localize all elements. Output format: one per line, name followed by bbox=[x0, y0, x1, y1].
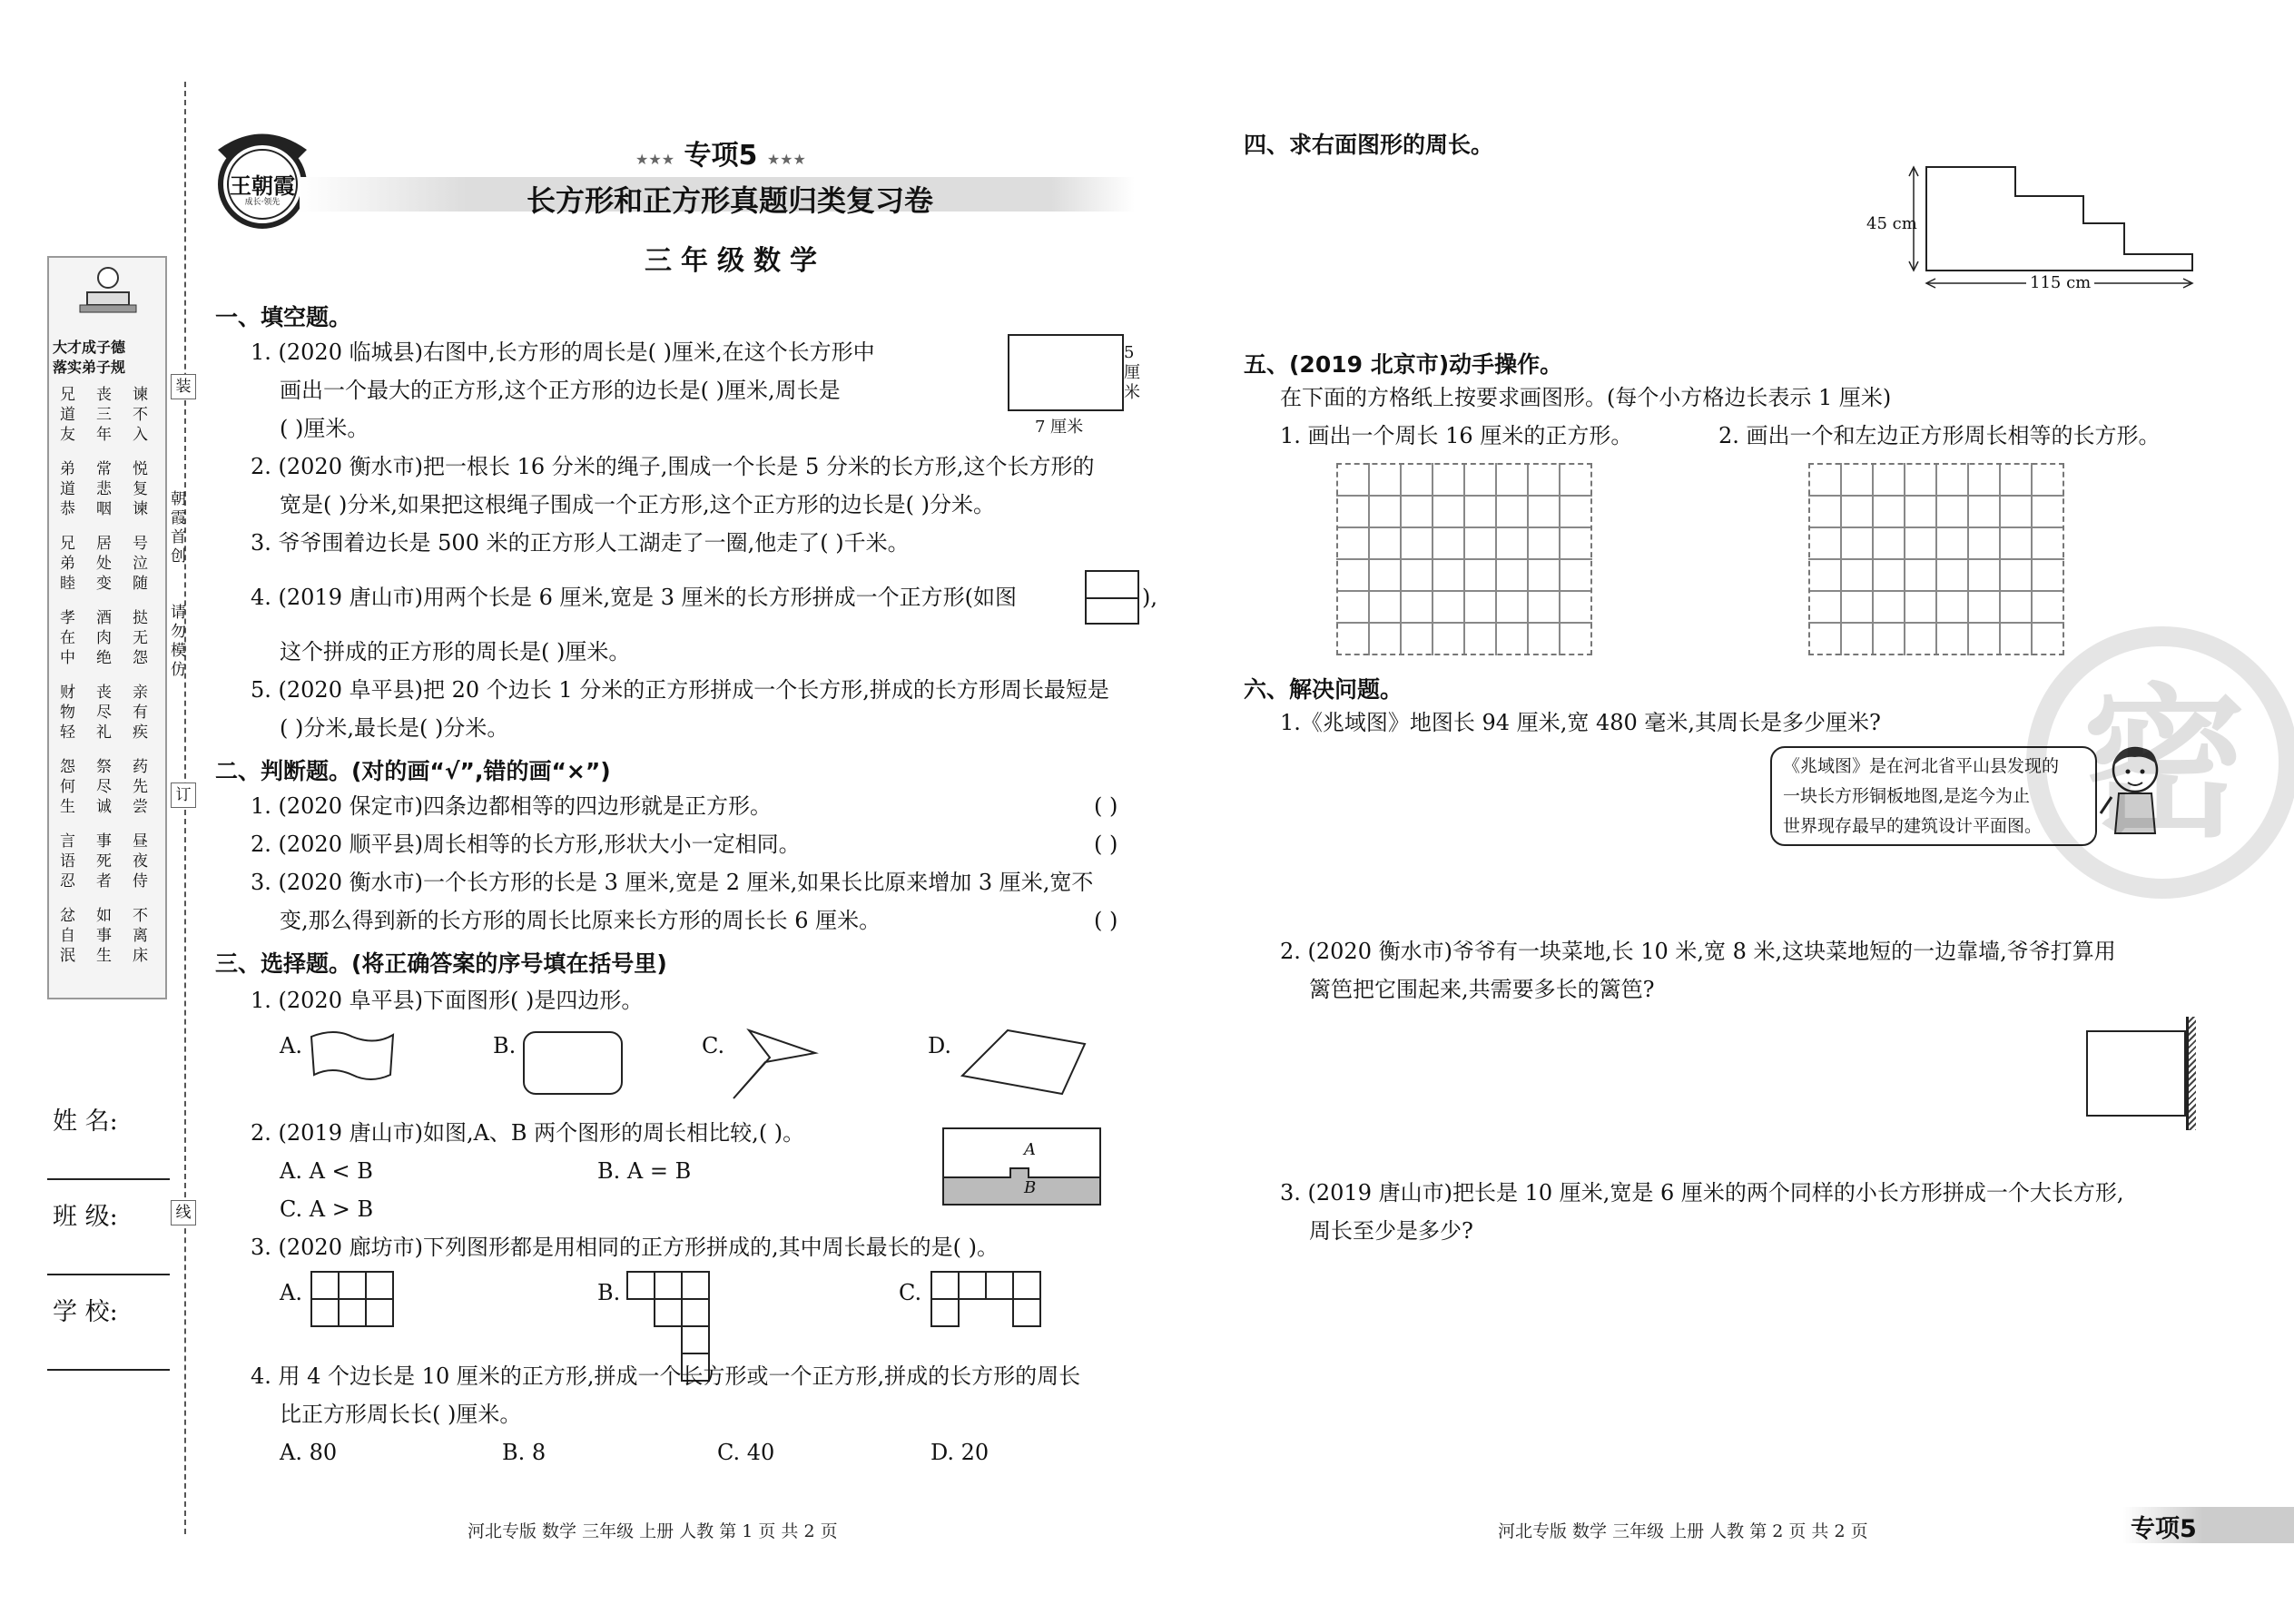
poem-column: 事死者 bbox=[96, 832, 112, 891]
section2-heading: 二、判断题。(对的画“√”,错的画“×”) bbox=[215, 758, 611, 784]
poem-column: 谏不入 bbox=[133, 386, 148, 444]
s3-q1-shape-a bbox=[307, 1028, 398, 1082]
s3-q1-shape-c bbox=[729, 1026, 820, 1103]
s3-q2-option-b: B. A = B bbox=[597, 1158, 692, 1184]
margin-note-original: 朝霞首创 bbox=[167, 490, 185, 566]
s1-q4-line2: 这个拼成的正方形的周长是( )厘米。 bbox=[280, 639, 631, 664]
school-line[interactable] bbox=[47, 1369, 170, 1371]
s3-q3-option-c: C. bbox=[899, 1280, 922, 1305]
s1-q1-width-label: 7 厘米 bbox=[1035, 418, 1084, 437]
logo-text: 王朝霞 bbox=[230, 172, 295, 199]
s3-q4-option-a: A. 80 bbox=[280, 1440, 338, 1465]
poem-column: 昼夜侍 bbox=[133, 832, 148, 891]
s1-q2-line1: 2. (2020 衡水市)把一根长 16 分米的绳子,围成一个长是 5 分米的长方形,这个长方形的 bbox=[251, 454, 1095, 479]
s6-q3-line1: 3. (2019 唐山市)把长是 10 厘米,宽是 6 厘米的两个同样的小长方形拼成一个大长方形, bbox=[1280, 1180, 2124, 1206]
cut-mark-3: 线 bbox=[171, 1200, 196, 1225]
s3-q2-option-a: A. A < B bbox=[280, 1158, 373, 1184]
s5-grid-paper-right[interactable] bbox=[1808, 463, 2064, 655]
s1-q4-end: ), bbox=[1142, 585, 1157, 610]
brand-logo bbox=[209, 123, 316, 230]
s3-q1-shape-d bbox=[958, 1026, 1089, 1098]
poem-column: 如事生 bbox=[96, 907, 112, 965]
s2-q1-answer[interactable]: ( ) bbox=[1094, 793, 1118, 819]
poem-column: 亲有疾 bbox=[133, 684, 148, 742]
school-label: 学 校: bbox=[53, 1298, 118, 1326]
class-label: 班 级: bbox=[53, 1203, 118, 1231]
s3-q3-option-a: A. bbox=[280, 1280, 302, 1305]
s4-staircase-figure bbox=[1861, 163, 2206, 300]
s3-q4-line2: 比正方形周长长( )厘米。 bbox=[280, 1402, 522, 1427]
series-line bbox=[635, 133, 806, 172]
s3-q1-shape-b bbox=[523, 1031, 623, 1095]
cut-mark-1: 装 bbox=[171, 374, 196, 399]
s1-q1-rectangle bbox=[1008, 334, 1124, 411]
footer-right: 河北专版 数学 三年级 上册 人教 第 2 页 共 2 页 bbox=[1498, 1521, 1868, 1541]
poem-column: 孝在中 bbox=[60, 609, 75, 667]
s3-q2-label-b: B bbox=[1024, 1178, 1037, 1197]
cut-mark-2: 订 bbox=[171, 782, 196, 808]
s6-q1: 1.《兆域图》地图长 94 厘米,宽 480 毫米,其周长是多少厘米? bbox=[1280, 710, 1881, 735]
s6-note-line3: 世界现存最早的建筑设计平面图。 bbox=[1783, 816, 2043, 836]
motto-2: 落实弟子规 bbox=[53, 359, 126, 376]
poem-column: 祭尽诚 bbox=[96, 758, 112, 816]
s3-q4-option-d: D. 20 bbox=[930, 1440, 989, 1465]
s1-q1-height-label: 5厘米 bbox=[1124, 343, 1140, 402]
stars-left: ★★★ bbox=[635, 151, 675, 168]
section1-heading: 一、填空题。 bbox=[215, 304, 352, 330]
s3-q4-option-b: B. 8 bbox=[502, 1440, 546, 1465]
s3-q2: 2. (2019 唐山市)如图,A、B 两个图形的周长相比较,( )。 bbox=[251, 1120, 805, 1146]
s3-q1-option-a: A. bbox=[280, 1033, 302, 1058]
s1-q5-line2: ( )分米,最长是( )分米。 bbox=[280, 715, 509, 741]
footer-left: 河北专版 数学 三年级 上册 人教 第 1 页 共 2 页 bbox=[468, 1521, 838, 1541]
section5-heading: 五、(2019 北京市)动手操作。 bbox=[1244, 351, 1563, 378]
s3-q1-option-d: D. bbox=[928, 1033, 952, 1058]
section3-heading: 三、选择题。(将正确答案的序号填在括号里) bbox=[215, 950, 667, 977]
s1-q5-line1: 5. (2020 阜平县)把 20 个边长 1 分米的正方形拼成一个长方形,拼成的长方形周长最短是 bbox=[251, 677, 1109, 703]
s4-width-label: 115 cm bbox=[2026, 273, 2094, 292]
poem-column: 常悲咽 bbox=[96, 460, 112, 518]
logo-caption: 成长·领先 bbox=[244, 198, 281, 207]
section6-heading: 六、解决问题。 bbox=[1244, 676, 1403, 703]
section4-heading: 四、求右面图形的周长。 bbox=[1244, 132, 1494, 158]
s2-q3-line1: 3. (2020 衡水市)一个长方形的长是 3 厘米,宽是 2 厘米,如果长比原来增加 3 厘米,宽不 bbox=[251, 870, 1094, 895]
s6-q2-wall bbox=[2186, 1017, 2196, 1130]
poem-column: 怨何生 bbox=[60, 758, 75, 816]
page-title: 长方形和正方形真题归类复习卷 bbox=[527, 183, 934, 218]
series-badge-label: 专项5 bbox=[2131, 1515, 2197, 1543]
poem-column: 言语忍 bbox=[60, 832, 75, 891]
poem-column: 财物轻 bbox=[60, 684, 75, 742]
s3-q3-shape-c bbox=[930, 1271, 1058, 1330]
s3-q2-option-c: C. A > B bbox=[280, 1196, 374, 1222]
stars-right: ★★★ bbox=[766, 151, 806, 168]
s1-q2-line2: 宽是( )分米,如果把这根绳子围成一个正方形,这个正方形的边长是( )分米。 bbox=[280, 492, 995, 517]
poem-grid bbox=[53, 385, 162, 993]
s4-height-label: 45 cm bbox=[1866, 214, 1917, 233]
s3-q1: 1. (2020 阜平县)下面图形( )是四边形。 bbox=[251, 988, 644, 1013]
s6-note-line1: 《兆域图》是在河北省平山县发现的 bbox=[1783, 756, 2060, 776]
s6-note-line2: 一块长方形铜板地图,是迄今为止 bbox=[1783, 786, 2031, 806]
seal-text: 密 bbox=[2082, 668, 2247, 860]
poem-column: 忿自泯 bbox=[60, 907, 75, 965]
series-badge bbox=[2092, 1507, 2294, 1543]
s3-q4-line1: 4. 用 4 个边长是 10 厘米的正方形,拼成一个长方形或一个正方形,拼成的长方形的周长 bbox=[251, 1363, 1081, 1389]
motto-1: 大才成子德 bbox=[53, 339, 126, 356]
s2-q3-line2: 变,那么得到新的长方形的周长比原来长方形的周长长 6 厘米。 bbox=[280, 908, 881, 933]
poem-column: 丧尽礼 bbox=[96, 684, 112, 742]
s6-q2-line1: 2. (2020 衡水市)爷爷有一块菜地,长 10 米,宽 8 米,这块菜地短的一边靠墙,爷爷打算用 bbox=[1280, 939, 2116, 964]
s5-intro: 在下面的方格纸上按要求画图形。(每个小方格边长表示 1 厘米) bbox=[1280, 385, 1892, 410]
s2-q2-answer[interactable]: ( ) bbox=[1094, 832, 1118, 857]
poem-column: 居处变 bbox=[96, 535, 112, 593]
page-subtitle: 三年级数学 bbox=[645, 245, 826, 277]
s1-q4-square-figure bbox=[1085, 570, 1139, 625]
s1-q1-line1: 1. (2020 临城县)右图中,长方形的周长是( )厘米,在这个长方形中 bbox=[251, 340, 875, 365]
poem-column: 不离床 bbox=[133, 907, 148, 965]
class-line[interactable] bbox=[47, 1274, 170, 1275]
s1-q1-line3: ( )厘米。 bbox=[280, 416, 369, 441]
poem-column: 兄弟睦 bbox=[60, 535, 75, 593]
s2-q1: 1. (2020 保定市)四条边都相等的四边形就是正方形。 bbox=[251, 793, 772, 819]
poem-column: 弟道恭 bbox=[60, 460, 75, 518]
s3-q3: 3. (2020 廊坊市)下列图形都是用相同的正方形拼成的,其中周长最长的是( )。 bbox=[251, 1235, 999, 1260]
s1-q4-line1: 4. (2019 唐山市)用两个长是 6 厘米,宽是 3 厘米的长方形拼成一个正方形(如图 bbox=[251, 585, 1018, 610]
s3-q1-option-b: B. bbox=[493, 1033, 517, 1058]
name-label: 姓 名: bbox=[53, 1107, 118, 1136]
poem-column: 药先尝 bbox=[133, 758, 148, 816]
s1-q1-line2: 画出一个最大的正方形,这个正方形的边长是( )厘米,周长是 bbox=[280, 378, 841, 403]
student-reading-icon bbox=[76, 265, 140, 320]
s3-q3-option-b: B. bbox=[597, 1280, 621, 1305]
s2-q3-answer[interactable]: ( ) bbox=[1094, 908, 1118, 933]
s3-q4-option-c: C. 40 bbox=[717, 1440, 775, 1465]
s3-q2-label-a: A bbox=[1024, 1140, 1036, 1159]
s6-q2-line2: 篱笆把它围起来,共需要多长的篱笆? bbox=[1309, 977, 1655, 1002]
s3-q1-option-c: C. bbox=[702, 1033, 725, 1058]
series-label: 专项5 bbox=[684, 140, 758, 172]
name-line[interactable] bbox=[47, 1178, 170, 1180]
s5-q1: 1. 画出一个周长 16 厘米的正方形。 bbox=[1280, 423, 1633, 448]
confidential-seal bbox=[2026, 626, 2294, 899]
s5-q2: 2. 画出一个和左边正方形周长相等的长方形。 bbox=[1718, 423, 2161, 448]
s3-q3-shape-a bbox=[310, 1271, 401, 1330]
binding-cut-line bbox=[184, 82, 186, 1534]
s6-q3-line2: 周长至少是多少? bbox=[1309, 1218, 1473, 1244]
sidebar-panel bbox=[47, 256, 167, 999]
margin-note-no-copy: 请勿模仿 bbox=[167, 604, 185, 680]
s1-q3: 3. 爷爷围着边长是 500 米的正方形人工湖走了一圈,他走了( )千米。 bbox=[251, 530, 910, 556]
s2-q2: 2. (2020 顺平县)周长相等的长方形,形状大小一定相同。 bbox=[251, 832, 801, 857]
poem-column: 丧三年 bbox=[96, 386, 112, 444]
poem-column: 悦复谏 bbox=[133, 460, 148, 518]
poem-column: 号泣随 bbox=[133, 535, 148, 593]
poem-column: 酒肉绝 bbox=[96, 609, 112, 667]
s5-grid-paper-left[interactable] bbox=[1336, 463, 1592, 655]
poem-column: 挞无怨 bbox=[133, 609, 148, 667]
s3-q2-figure bbox=[942, 1127, 1101, 1206]
s6-q2-garden-rectangle bbox=[2086, 1030, 2186, 1117]
poem-column: 兄道友 bbox=[60, 386, 75, 444]
